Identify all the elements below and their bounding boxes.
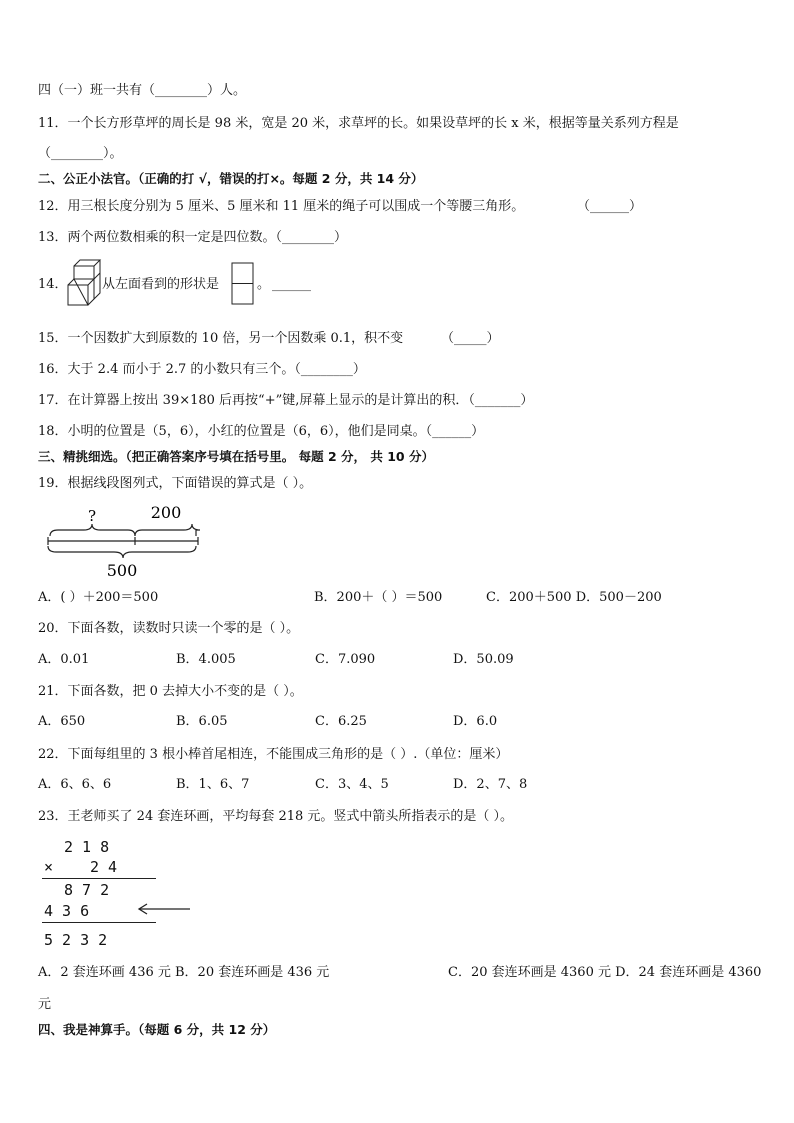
q17: 17．在计算器上按出 39×180 后再按“+”键,屏幕上显示的是计算出的积．（_______） [38, 393, 534, 408]
q21-option-c: C．6.25 [315, 714, 367, 729]
q19-stem: 19．根据线段图列式，下面错误的算式是（ ）。 [38, 476, 313, 491]
calc-row-product: 5 2 3 2 [44, 931, 108, 949]
q20-option-a: A．0.01 [38, 652, 90, 667]
q16: 16．大于 2.4 而小于 2.7 的小数只有三个。（________） [38, 362, 366, 377]
q14-end: 。 [257, 277, 271, 292]
diagram-200-label: 200 [150, 503, 182, 522]
q22-option-d: D．2、7、8 [453, 777, 528, 792]
diagram-500-label: 500 [106, 561, 138, 580]
q19-option-a: A．( ）＋200＝500 [38, 590, 159, 605]
q23-option-ab: A．2 套连环画 436 元 B．20 套连环画是 436 元 [38, 965, 330, 980]
vertical-multiplication [40, 836, 200, 954]
left-view-figure [231, 262, 255, 306]
q23-option-wrap: 元 [38, 997, 52, 1012]
section3-title: 三、精挑细选。（把正确答案序号填在括号里。 每题 2 分， 共 10 分） [38, 449, 434, 464]
calc-rule-top [42, 878, 156, 879]
q14-number: 14． [38, 277, 68, 292]
calc-row-multiplier: 2 4 [90, 858, 118, 876]
cube-stack-figure [66, 258, 102, 308]
segment-diagram [44, 500, 204, 582]
section2-title: 二、公正小法官。（正确的打 √，错误的打×。每题 2 分，共 14 分） [38, 171, 424, 186]
q12-blank: （______） [577, 199, 643, 214]
q22-option-b: B．1、6、7 [176, 777, 250, 792]
q22-option-c: C．3、4、5 [315, 777, 389, 792]
calc-row-partial2: 4 3 6 [44, 902, 90, 920]
section4-title: 四、我是神算手。（每题 6 分，共 12 分） [38, 1022, 276, 1037]
calc-times-sign: × [44, 858, 54, 876]
q20-option-c: C．7.090 [315, 652, 376, 667]
q22-stem: 22．下面每组里的 3 根小棒首尾相连，不能围成三角形的是（ ）.（单位：厘米） [38, 747, 509, 762]
q22-option-a: A．6、6、6 [38, 777, 112, 792]
q15-text: 15．一个因数扩大到原数的 10 倍，另一个因数乘 0.1，积不变 [38, 331, 404, 346]
q12-text: 12．用三根长度分别为 5 厘米、5 厘米和 11 厘米的绳子可以围成一个等腰三角形。 [38, 199, 525, 214]
q21-stem: 21．下面各数，把 0 去掉大小不变的是（ ）。 [38, 684, 303, 699]
q20-option-d: D．50.09 [453, 652, 514, 667]
q23-option-cd: C．20 套连环画是 4360 元 D．24 套连环画是 4360 [448, 965, 762, 980]
q20-stem: 20．下面各数，读数时只读一个零的是（ ）。 [38, 621, 300, 636]
q14-blank: ______ [272, 277, 311, 292]
q13: 13．两个两位数相乘的积一定是四位数。（________） [38, 230, 348, 245]
q20-option-b: B．4.005 [176, 652, 236, 667]
calc-rule-bottom [42, 922, 156, 923]
q11-line2: （________）。 [38, 146, 123, 161]
q15-blank: （_____） [441, 331, 500, 346]
q21-option-b: B．6.05 [176, 714, 228, 729]
diagram-unknown-label: ? [87, 507, 97, 525]
q23-stem: 23．王老师买了 24 套连环画，平均每套 218 元。竖式中箭头所指表示的是（ ）。 [38, 809, 514, 824]
q10-tail: 四（一）班一共有（________）人。 [38, 83, 247, 98]
arrow-icon [136, 902, 192, 916]
q19-option-b: B．200＋（ ）＝500 [314, 590, 443, 605]
q11-line1: 11．一个长方形草坪的周长是 98 米，宽是 20 米，求草坪的长。如果设草坪的长 x 米，根据等量关系列方程是 [38, 116, 679, 131]
q21-option-a: A．650 [38, 714, 86, 729]
q14-text: 从左面看到的形状是 [102, 277, 220, 292]
q18: 18．小明的位置是（5，6），小红的位置是（6，6），他们是同桌。（______） [38, 424, 485, 439]
calc-row-partial1: 8 7 2 [64, 881, 110, 899]
q21-option-d: D．6.0 [453, 714, 498, 729]
q19-option-cd: C．200＋500 D．500－200 [486, 590, 662, 605]
calc-row-multiplicand: 2 1 8 [64, 838, 110, 856]
